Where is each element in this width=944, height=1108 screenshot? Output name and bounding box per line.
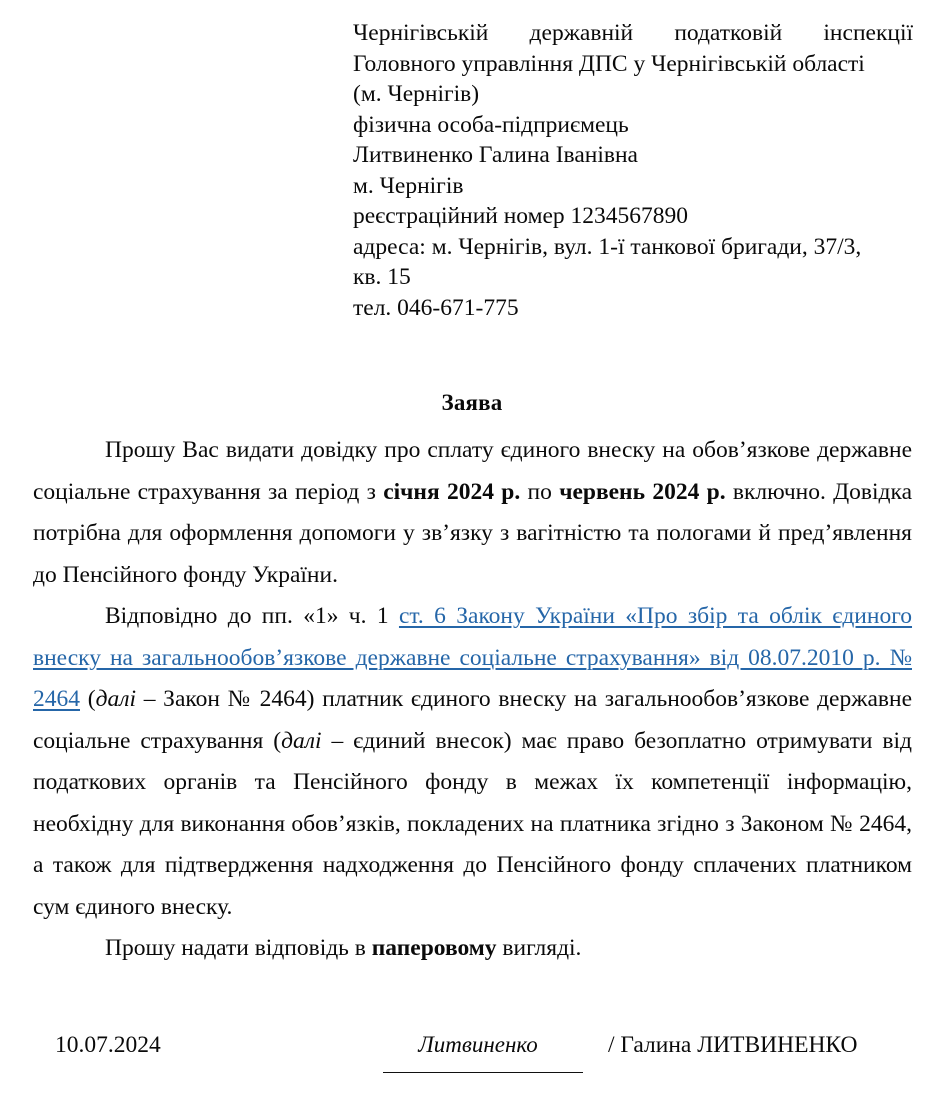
p2-italic-dali-1: далі — [95, 686, 136, 712]
addressee-block — [353, 18, 913, 323]
addressee-line-3: (м. Чернігів) — [353, 81, 480, 107]
p1-period-from: січня 2024 р. — [383, 478, 521, 505]
page-title: Заява — [441, 390, 503, 415]
p1-period-to: червень 2024 р. — [559, 478, 726, 505]
p1-part2: по — [520, 478, 560, 505]
addressee-line-1: Чернігівській державній податковій інспекції — [353, 20, 913, 46]
addressee-line-5: Литвиненко Галина Іванівна — [353, 142, 638, 168]
addressee-line-4: фізична особа-підприємець — [353, 111, 629, 138]
addressee-line-6: м. Чернігів — [353, 172, 464, 199]
p3-part2: вигляді. — [496, 935, 582, 961]
law-reference-link[interactable]: ст. 6 Закону України «Про збір та облік єдиного внеску на загальнообов’язкове державне соціальне страхування» від 08.07.2010 р. № 2464 — [33, 603, 913, 712]
paragraph-request — [33, 430, 912, 596]
signature-rule — [383, 1072, 583, 1073]
addressee-line-8: адреса: м. Чернігів, вул. 1-ї танкової бригади, 37/3, — [353, 233, 862, 260]
addressee-line-2: Головного управління ДПС у Чернігівській області — [353, 50, 865, 77]
signature-block — [33, 1032, 912, 1092]
signature-date: 10.07.2024 — [55, 1032, 161, 1058]
handwritten-signature: Литвиненко — [418, 1032, 538, 1057]
addressee-line-7: реєстраційний номер 1234567890 — [353, 203, 689, 229]
paragraph-response-format — [33, 928, 912, 970]
p3-bold-paper: паперовому — [371, 935, 497, 961]
addressee-line-9: кв. 15 — [353, 264, 411, 290]
p2-part1: Відповідно до пп. «1» ч. 1 — [105, 603, 399, 629]
addressee-line-10: тел. 046-671-775 — [353, 294, 519, 321]
p1-part3: включно. Довідка потрібна для оформлення допомоги у зв’язку з вагітністю та пологами й пред’явлення до Пенсійного фонду України. — [33, 478, 913, 588]
p1-part1: Прошу Вас видати довідку про сплату єдиного внеску на обов’язкове державне соціальне страхування за період з — [33, 437, 912, 505]
p2-part4: – єдиний внесок) має право безоплатно отримувати від податкових органів та Пенсійного фонду в межах їх компетенції інформацію, необхідну для виконання обов’язків, покладених на платника згідно з Законом № 2464, а також для підтвердження надходження до Пенсійного фонду сплачених платником сум єдиного внеску. — [33, 727, 913, 920]
document-body — [33, 430, 912, 970]
p3-part1: Прошу надати відповідь в — [105, 935, 372, 961]
signatory-name: / Галина ЛИТВИНЕНКО — [608, 1032, 858, 1058]
p2-italic-dali-2: далі — [281, 727, 322, 754]
p2-part3: – Закон № 2464) платник єдиного внеску на загальнообов’язкове державне соціальне страхування ( — [33, 686, 913, 754]
paragraph-legal-basis — [33, 596, 912, 928]
p2-part2: ( — [80, 686, 96, 712]
